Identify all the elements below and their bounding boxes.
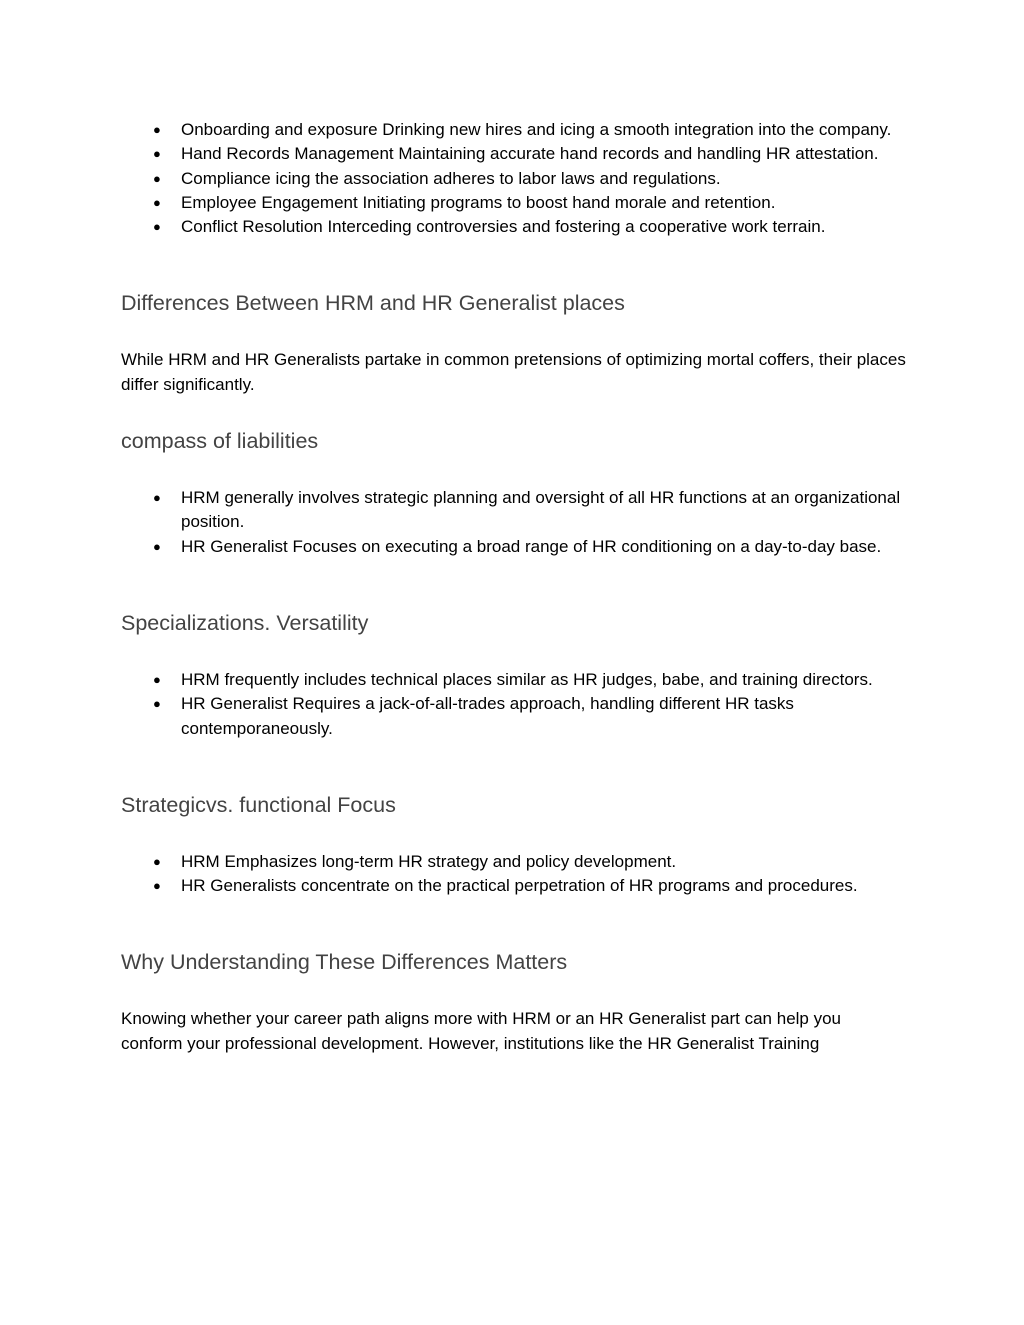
focus-list xyxy=(121,850,906,899)
list-item xyxy=(121,215,906,239)
list-item-text: Hand Records Management Maintaining accurate hand records and handling HR attestation. xyxy=(181,144,879,164)
bullet-icon: ● xyxy=(153,671,161,687)
list-item-text: HR Generalist Focuses on executing a broad range of HR conditioning on a day-to-day base. xyxy=(181,536,882,556)
list-item xyxy=(121,850,906,874)
list-item-text: HR Generalist Requires a jack-of-all-trades approach, handling different HR tasks contemporaneously. xyxy=(181,694,794,738)
bullet-icon: ● xyxy=(153,853,161,869)
list-item-text: HR Generalists concentrate on the practical perpetration of HR programs and procedures. xyxy=(181,876,858,896)
bullet-icon: ● xyxy=(153,538,161,554)
list-item-text: Onboarding and exposure Drinking new hires and icing a smooth integration into the company. xyxy=(181,120,892,139)
list-item-text: Employee Engagement Initiating programs to boost hand morale and retention. xyxy=(181,192,776,212)
section-heading-scope: compass of liabilities xyxy=(121,429,319,454)
section-heading-differences: Differences Between HRM and HR Generalist places xyxy=(121,291,625,316)
scope-list xyxy=(121,486,906,559)
bullet-icon: ● xyxy=(153,146,161,162)
list-item xyxy=(121,142,906,166)
bullet-icon: ● xyxy=(153,696,161,712)
list-item-text: HRM frequently includes technical places similar as HR judges, babe, and training directors. xyxy=(181,669,873,689)
bullet-icon: ● xyxy=(153,194,161,210)
list-item xyxy=(121,167,906,191)
specializations-list xyxy=(121,668,906,741)
bullet-icon: ● xyxy=(153,219,161,235)
list-item xyxy=(121,668,906,692)
list-item xyxy=(121,191,906,215)
list-item-text: Compliance icing the association adheres to labor laws and regulations. xyxy=(181,168,721,188)
list-item-text: HRM Emphasizes long-term HR strategy and policy development. xyxy=(181,851,677,871)
section-paragraph-differences: While HRM and HR Generalists partake in common pretensions of optimizing mortal coffers, their places differ significantly. xyxy=(121,350,906,394)
list-item xyxy=(121,486,906,535)
section-heading-why: Why Understanding These Differences Matters xyxy=(121,950,568,975)
list-item xyxy=(121,692,906,741)
bullet-icon: ● xyxy=(153,878,161,894)
intro-list xyxy=(121,118,906,239)
bullet-icon: ● xyxy=(153,122,161,137)
list-item-text: HRM generally involves strategic planning and oversight of all HR functions at an organizational position. xyxy=(181,488,901,532)
bullet-icon: ● xyxy=(153,490,161,506)
bullet-icon: ● xyxy=(153,170,161,186)
section-heading-specializations: Specializations. Versatility xyxy=(121,610,369,635)
section-paragraph-why: Knowing whether your career path aligns more with HRM or an HR Generalist part can help you conform your professional development. However, institutions like the HR Generalist Training xyxy=(121,1009,842,1053)
list-item xyxy=(121,535,906,559)
list-item xyxy=(121,118,906,142)
section-heading-focus: Strategicvs. functional Focus xyxy=(121,792,396,817)
list-item-text: Conflict Resolution Interceding controversies and fostering a cooperative work terrain. xyxy=(181,217,826,237)
document-page xyxy=(121,118,906,1056)
list-item xyxy=(121,874,906,898)
